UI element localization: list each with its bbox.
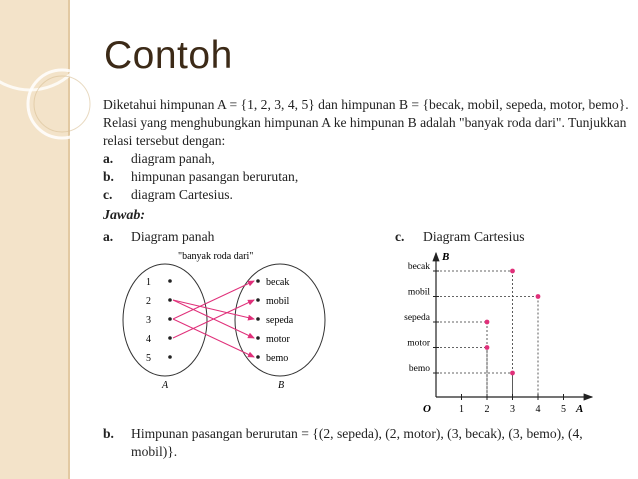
x-tick-label: 4 — [535, 404, 541, 415]
y-tick-label: becak — [407, 262, 430, 272]
set-b-name: B — [278, 380, 285, 391]
set-a-dot — [168, 279, 172, 283]
x-axis-name: A — [576, 403, 584, 415]
set-a-dot — [168, 298, 172, 302]
item-text: himpunan pasangan berurutan, — [131, 169, 299, 184]
data-point — [536, 294, 541, 299]
y-tick-label: sepeda — [404, 313, 430, 323]
x-tick-label: 2 — [484, 404, 490, 415]
answer-b — [103, 425, 628, 461]
answer-a-title: Diagram panah — [131, 229, 215, 244]
x-tick-label: 1 — [459, 404, 464, 415]
x-tick-label: 3 — [510, 404, 515, 415]
answer-heading: Jawab: — [103, 208, 145, 223]
item-label: c. — [103, 187, 113, 202]
problem-item — [103, 168, 298, 186]
set-a-element: 3 — [146, 315, 151, 326]
set-a-name: A — [162, 380, 169, 391]
set-b-dot — [256, 279, 260, 283]
item-label: b. — [103, 169, 114, 184]
data-point — [510, 269, 515, 274]
answer-a-label: a. — [103, 229, 114, 244]
relation-label: "banyak roda dari" — [178, 251, 254, 262]
set-a-element: 5 — [146, 353, 151, 364]
set-b-dot — [256, 317, 260, 321]
set-b-dot — [256, 298, 260, 302]
set-a-element: 1 — [146, 277, 151, 288]
set-b-element: mobil — [266, 296, 290, 307]
set-a-ellipse — [123, 264, 207, 376]
item-label: a. — [103, 151, 114, 166]
data-point — [485, 345, 490, 350]
data-point — [510, 371, 515, 376]
y-tick-label: mobil — [407, 287, 430, 298]
problem-item — [103, 150, 215, 168]
set-b-element: sepeda — [266, 315, 294, 326]
slide-title: Contoh — [104, 34, 233, 77]
relation-arrow — [173, 281, 254, 319]
set-b-dot — [256, 355, 260, 359]
set-b-element: becak — [266, 277, 290, 288]
y-tick-label: bemo — [408, 364, 430, 374]
set-b-dot — [256, 336, 260, 340]
answer-a-heading — [103, 228, 214, 246]
data-point — [485, 320, 490, 325]
item-text: diagram panah, — [131, 151, 215, 166]
answer-c-title: Diagram Cartesius — [423, 229, 525, 244]
set-a-dot — [168, 355, 172, 359]
arrow-diagram — [110, 245, 340, 395]
set-b-element: bemo — [266, 353, 289, 364]
set-a-dot — [168, 317, 172, 321]
y-tick-label: motor — [407, 338, 430, 349]
answer-c-label: c. — [395, 229, 405, 244]
set-a-element: 4 — [146, 334, 151, 345]
set-a-element: 2 — [146, 296, 151, 307]
answer-c-heading — [395, 228, 525, 246]
set-b-element: motor — [266, 334, 290, 345]
x-tick-label: 5 — [561, 404, 566, 415]
answer-b-label: b. — [103, 426, 114, 441]
item-text: diagram Cartesius. — [131, 187, 233, 202]
relation-arrow — [173, 319, 254, 357]
relation-arrow — [173, 300, 254, 319]
cartesian-diagram — [380, 245, 600, 420]
set-a-dot — [168, 336, 172, 340]
answer-b-text: Himpunan pasangan berurutan = {(2, sepeda), (2, motor), (3, becak), (3, bemo), (4, mobil)}. — [131, 426, 583, 459]
y-axis-name: B — [442, 251, 450, 263]
problem-text: Diketahui himpunan A = {1, 2, 3, 4, 5} dan himpunan B = {becak, mobil, sepeda, motor, bemo}. Relasi yang menghubungkan himpunan A ke himpunan B adalah "banyak roda dari". Tunjukkan relasi tersebut dengan: — [103, 97, 629, 148]
problem-item — [103, 186, 233, 204]
origin-label: O — [423, 403, 431, 415]
